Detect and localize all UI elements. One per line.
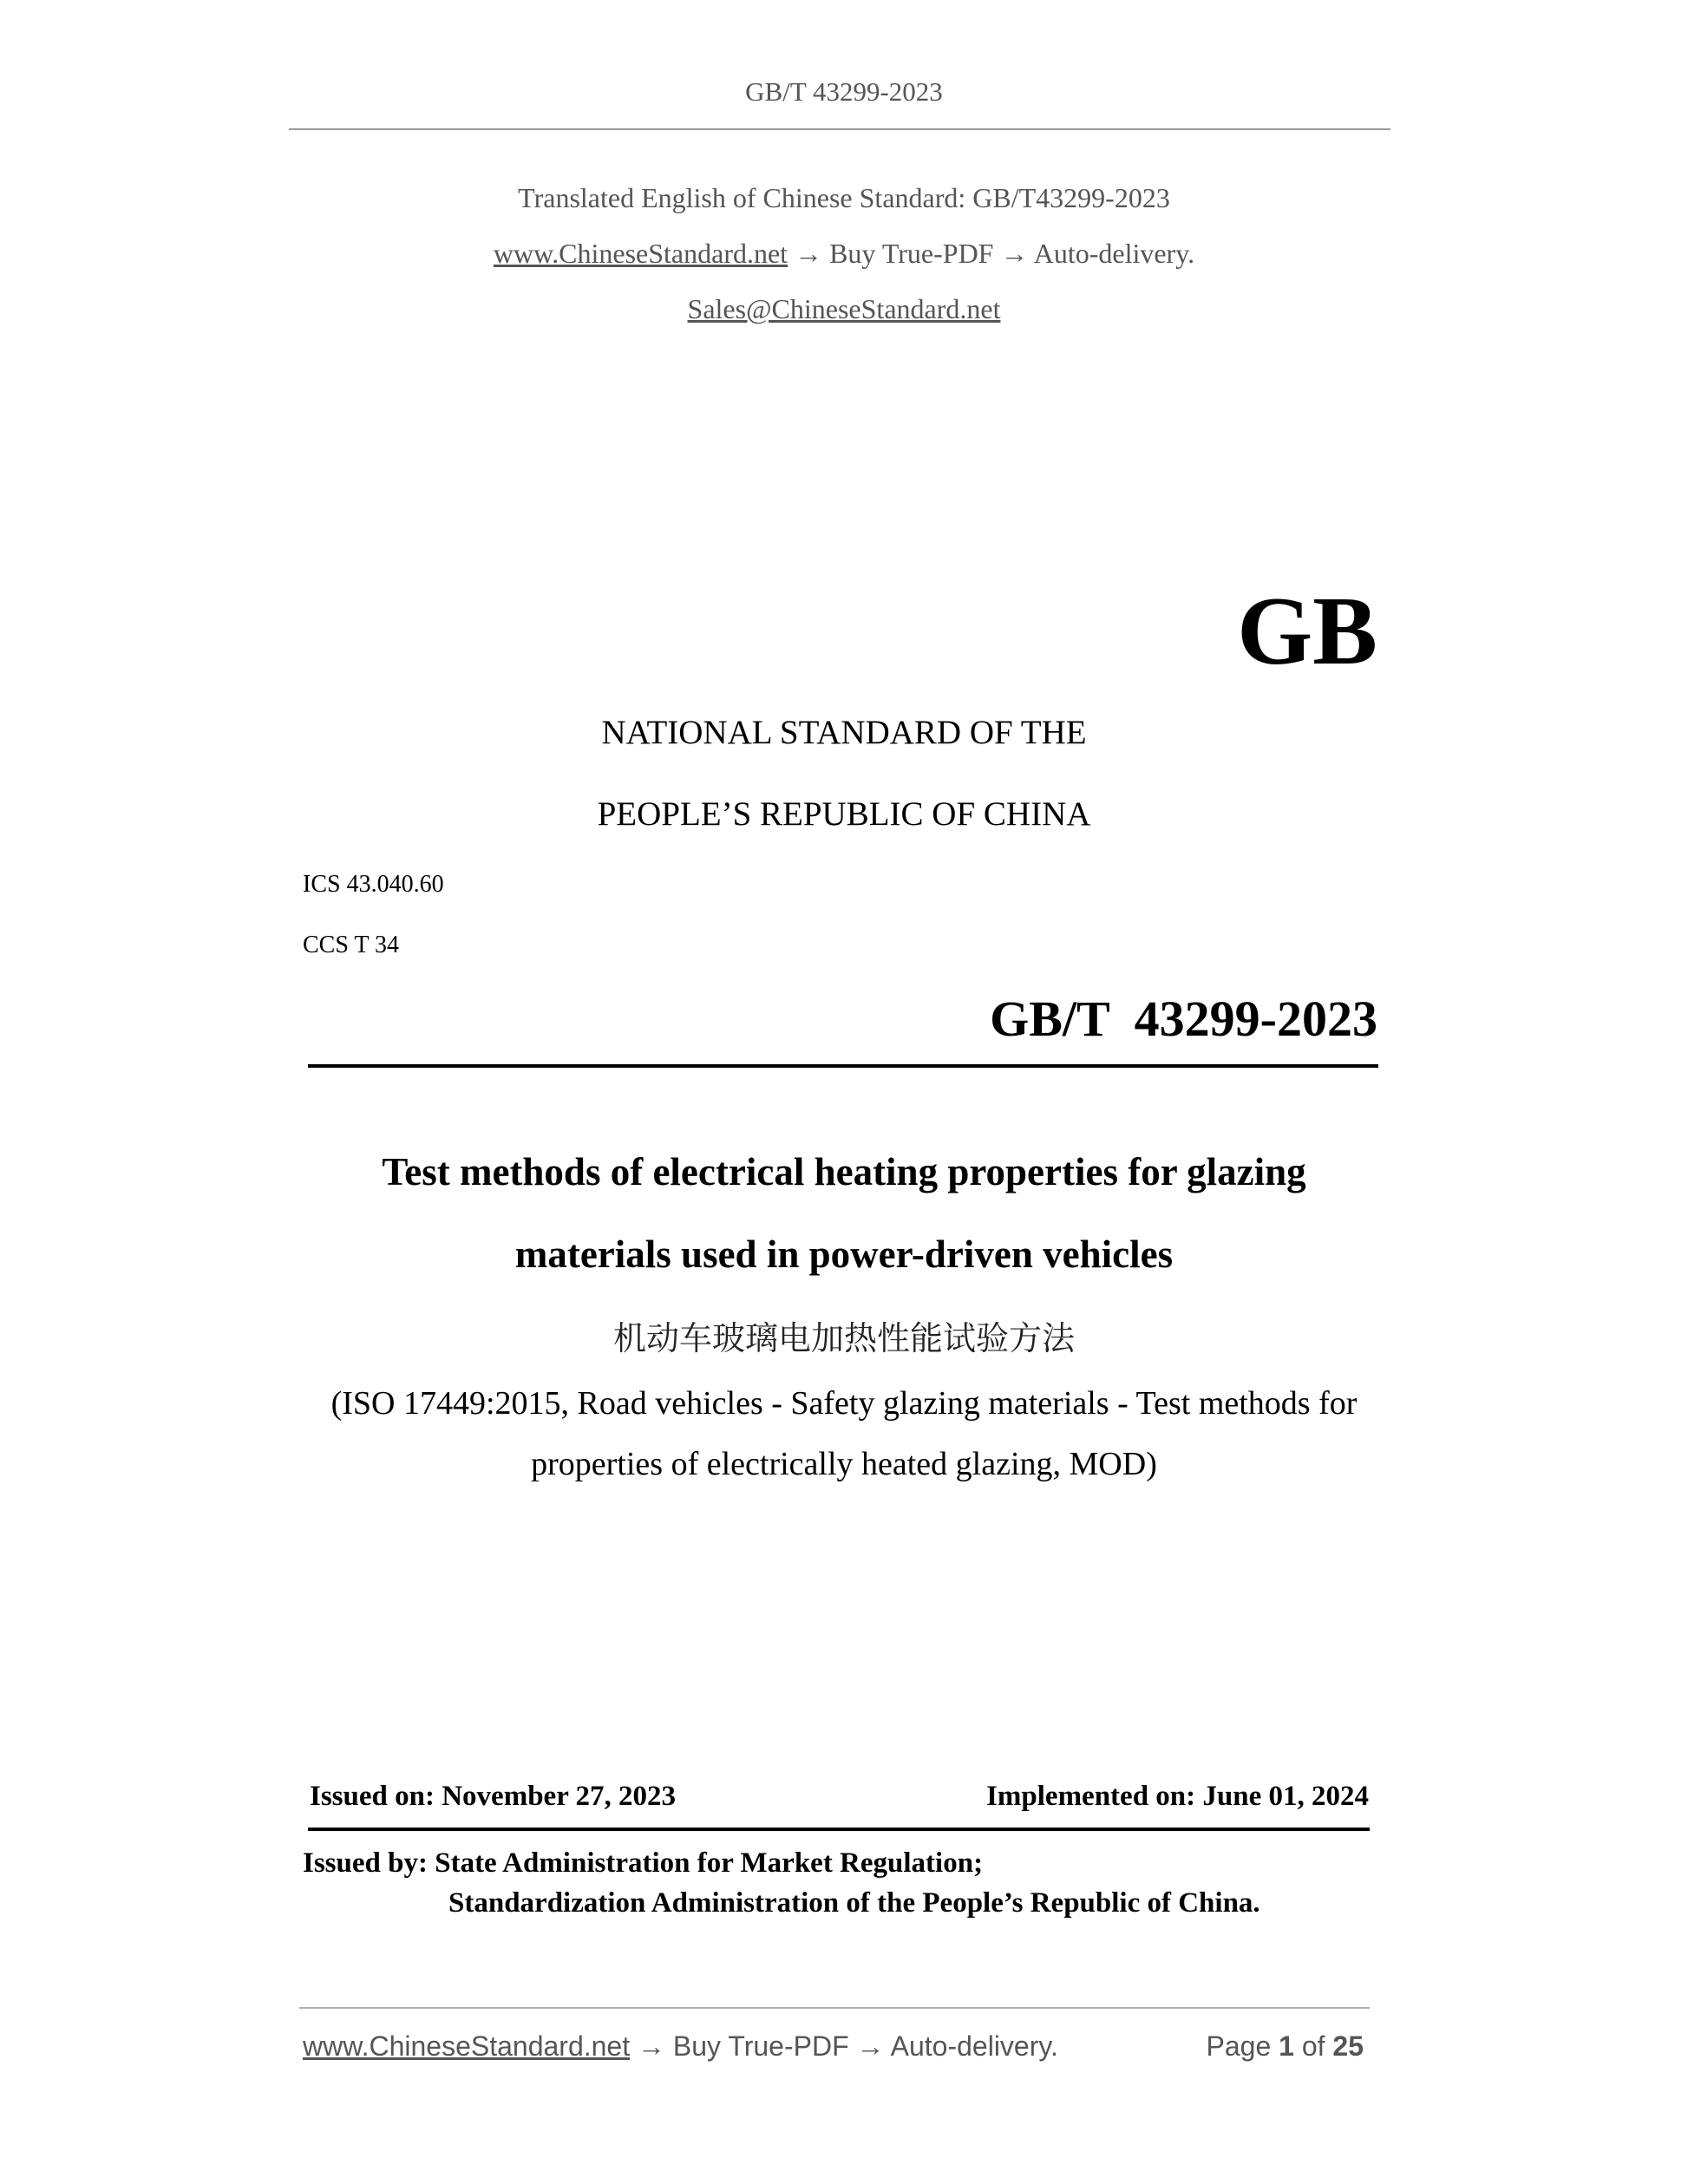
issued-by: [303, 1843, 1260, 1923]
page-indicator: [1207, 2030, 1364, 2063]
issued-by-line1: Issued by: State Administration for Market Regulation;: [303, 1847, 984, 1879]
issued-on-date: Issued on: November 27, 2023: [310, 1781, 676, 1812]
footer-delivery-text: Auto-delivery.: [890, 2030, 1058, 2062]
ccs-code: CCS T 34: [303, 932, 400, 958]
delivery-text: Auto-delivery.: [1033, 238, 1195, 269]
email-link[interactable]: Sales@ChineseStandard.net: [687, 293, 1001, 324]
gb-mark: GB: [1237, 578, 1377, 685]
national-standard-line1: NATIONAL STANDARD OF THE: [601, 714, 1087, 751]
footer-divider: [299, 2007, 1370, 2009]
of-label: of: [1301, 2030, 1325, 2062]
footer-buy-text: Buy True-PDF: [672, 2030, 849, 2062]
arrow-icon: →: [1000, 238, 1029, 269]
arrow-icon: →: [795, 238, 823, 269]
page-label: Page: [1206, 2030, 1272, 2062]
arrow-icon: →: [856, 2030, 885, 2062]
header-divider: [289, 128, 1390, 130]
issued-by-line2: Standardization Administration of the People’s Republic of China.: [448, 1887, 1260, 1919]
title-english-line2: materials used in power-driven vehicles: [514, 1233, 1174, 1276]
email-line: [0, 293, 1688, 325]
adoption-note-line2: properties of electrically heated glazing, MOD): [531, 1446, 1157, 1482]
title-english-line1: Test methods of electrical heating properties for glazing: [382, 1150, 1306, 1193]
national-standard-line2: PEOPLE’S REPUBLIC OF CHINA: [597, 795, 1091, 833]
footer-website-link[interactable]: www.ChineseStandard.net: [303, 2030, 631, 2062]
translation-notice: Translated English of Chinese Standard: GB/T43299-2023: [518, 182, 1170, 213]
ics-code: ICS 43.040.60: [303, 871, 444, 898]
adoption-note-line1: (ISO 17449:2015, Road vehicles - Safety glazing materials - Test methods for: [330, 1385, 1358, 1422]
website-link[interactable]: www.ChineseStandard.net: [493, 238, 788, 269]
arrow-icon: →: [638, 2030, 665, 2062]
page-current: 1: [1279, 2030, 1294, 2062]
implemented-on-date: Implemented on: June 01, 2024: [986, 1781, 1369, 1812]
dates-rule: [308, 1828, 1370, 1831]
standard-number-rule: [308, 1064, 1378, 1068]
footer-purchase: [303, 2030, 1058, 2063]
buy-text: Buy True-PDF: [829, 238, 994, 269]
running-header: GB/T 43299-2023: [745, 76, 943, 107]
title-chinese: 机动车玻璃电加热性能试验方法: [612, 1319, 1075, 1357]
purchase-notice: [0, 238, 1688, 270]
standard-number: GB/T 43299-2023: [990, 991, 1377, 1047]
page-total: 25: [1332, 2030, 1364, 2062]
